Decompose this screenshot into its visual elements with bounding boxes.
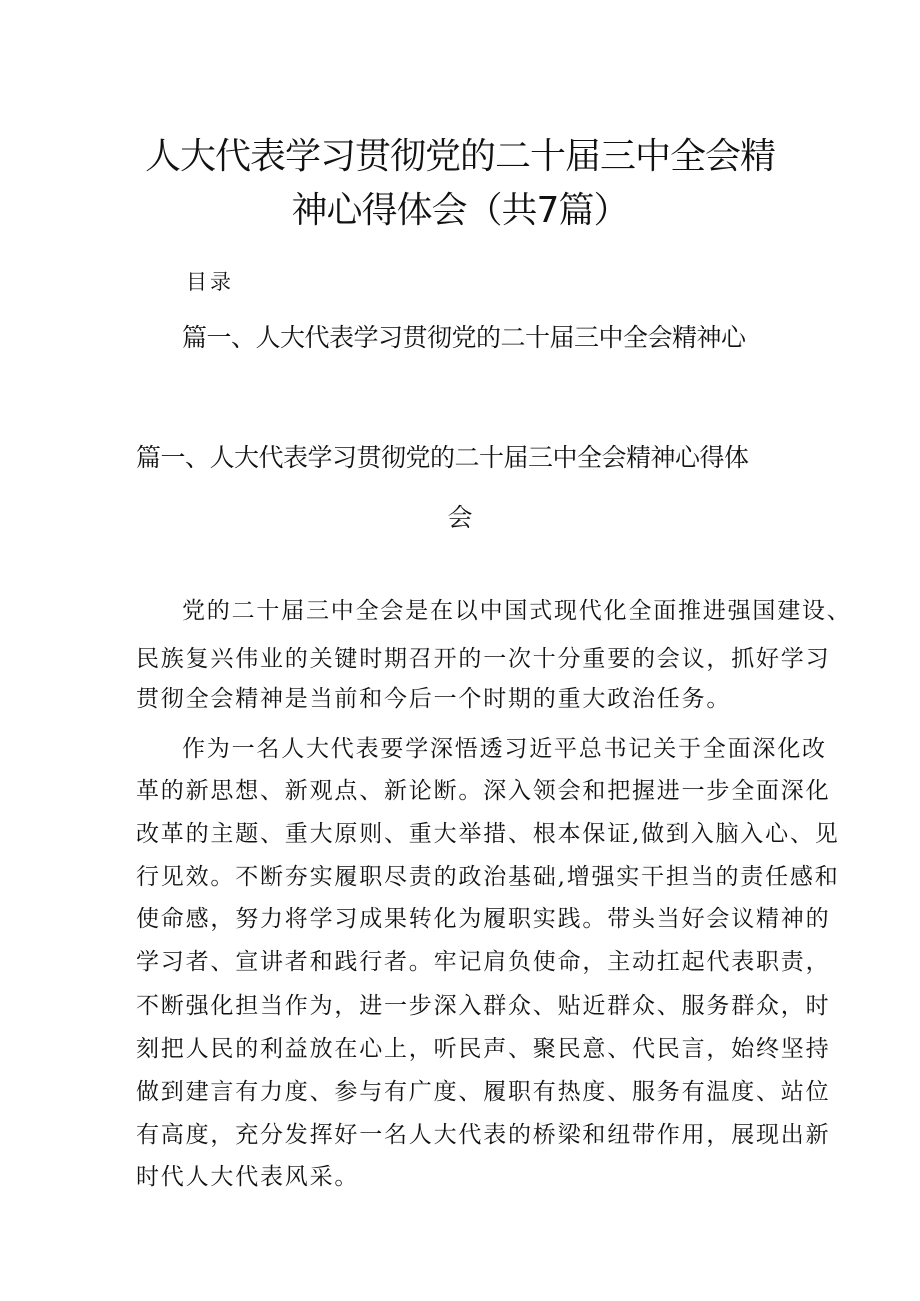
paragraph-line: 作为一名人大代表要学深悟透习近平总书记关于全面深化改 [182,736,827,762]
paragraph-line: 做到建言有力度、参与有广度、履职有热度、服务有温度、站位 [136,1079,831,1105]
paragraph-line: 使命感，努力将学习成果转化为履职实践。带头当好会议精神的 [136,906,831,932]
paragraph-line: 时代人大代表风采。 [136,1164,360,1190]
document-title-line-1: 人大代表学习贯彻党的二十届三中全会精 [144,136,775,177]
paragraph-line: 党的二十届三中全会是在以中国式现代化全面推进强国建设、 [182,598,852,624]
paragraph-line: 不断强化担当作为，进一步深入群众、贴近群众、服务群众，时 [136,993,831,1019]
paragraph-line: 有高度，充分发挥好一名人大代表的桥梁和纽带作用，展现出新 [136,1122,831,1148]
paragraph-line: 革的新思想、新观点、新论断。深入领会和把握进一步全面深化 [136,778,831,804]
paragraph-line: 行见效。不断夯实履职尽责的政治基础,增强实干担当的责任感和 [136,864,840,890]
paragraph-line: 贯彻全会精神是当前和今后一个时期的重大政治任务。 [136,686,732,712]
paragraph-line: 刻把人民的利益放在心上，听民声、聚民意、代民言，始终坚持 [136,1036,831,1062]
section-heading-line-1: 篇一、人大代表学习贯彻党的二十届三中全会精神心得体 [136,443,749,472]
paragraph-line: 民族复兴伟业的关键时期召开的一次十分重要的会议，抓好学习 [136,646,831,672]
toc-item-1: 篇一、人大代表学习贯彻党的二十届三中全会精神心 [182,323,746,352]
paragraph-line: 改革的主题、重大原则、重大举措、根本保证,做到入脑入心、见 [136,821,840,847]
paragraph-line: 学习者、宣讲者和践行者。牢记肩负使命，主动扛起代表职责， [136,949,831,975]
document-title-line-2: 神心得体会（共7篇） [291,190,629,231]
toc-label: 目录 [186,270,234,294]
section-heading-line-2: 会 [447,503,473,532]
